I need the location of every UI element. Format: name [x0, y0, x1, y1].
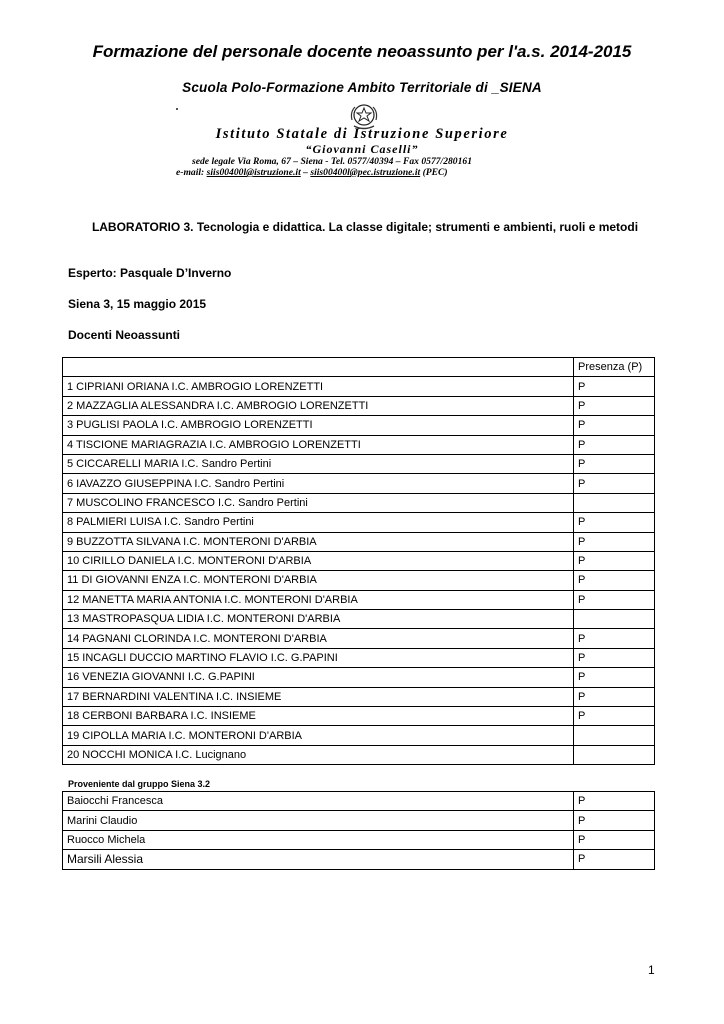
teacher-name-cell: Baiocchi Francesca — [63, 792, 574, 811]
presence-cell: P — [574, 416, 655, 435]
teacher-name-cell: 10 CIRILLO DANIELA I.C. MONTERONI D'ARBIA — [63, 551, 574, 570]
email-suffix: (PEC) — [422, 167, 448, 178]
presence-cell: P — [574, 435, 655, 454]
institute-subtitle: “Giovanni Caselli” — [305, 142, 419, 156]
header-presence-cell: Presenza (P) — [574, 358, 655, 377]
presence-cell: P — [574, 668, 655, 687]
presence-cell: P — [574, 707, 655, 726]
presence-cell: P — [574, 551, 655, 570]
institute-name: Istituto Statale di Istruzione Superiore — [215, 126, 509, 142]
teacher-name-cell: 6 IAVAZZO GIUSEPPINA I.C. Sandro Pertini — [63, 474, 574, 493]
date-line: Siena 3, 15 maggio 2015 — [68, 297, 207, 311]
table-row — [63, 629, 655, 648]
teacher-name-cell: Marsili Alessia — [63, 850, 574, 869]
table-row — [63, 850, 655, 869]
teacher-name-cell: 14 PAGNANI CLORINDA I.C. MONTERONI D'ARBIA — [63, 629, 574, 648]
lab-title: LABORATORIO 3. Tecnologia e didattica. La classe digitale; strumenti e ambienti, ruoli e metodi — [91, 220, 639, 234]
table-row — [63, 745, 655, 764]
teacher-name-cell: 18 CERBONI BARBARA I.C. INSIEME — [63, 707, 574, 726]
table-row — [63, 396, 655, 415]
teacher-name-cell: 9 BUZZOTTA SILVANA I.C. MONTERONI D'ARBIA — [63, 532, 574, 551]
presence-cell: P — [574, 454, 655, 473]
table-row — [63, 811, 655, 830]
header-name-cell — [63, 358, 574, 377]
table-row — [63, 726, 655, 745]
table-row — [63, 551, 655, 570]
teacher-name-cell: 2 MAZZAGLIA ALESSANDRA I.C. AMBROGIO LORENZETTI — [63, 396, 574, 415]
attendance-table — [62, 357, 655, 765]
presence-cell: P — [574, 687, 655, 706]
table-row — [63, 474, 655, 493]
presence-cell: P — [574, 811, 655, 830]
table-row — [63, 668, 655, 687]
presence-cell: P — [574, 850, 655, 869]
table-row — [63, 454, 655, 473]
school-polo-line: Scuola Polo-Formazione Ambito Territoriale di _SIENA — [182, 80, 542, 95]
teacher-name-cell: 5 CICCARELLI MARIA I.C. Sandro Pertini — [63, 454, 574, 473]
presence-cell — [574, 745, 655, 764]
teacher-name-cell: 19 CIPOLLA MARIA I.C. MONTERONI D'ARBIA — [63, 726, 574, 745]
table-row — [63, 792, 655, 811]
teacher-name-cell: 17 BERNARDINI VALENTINA I.C. INSIEME — [63, 687, 574, 706]
table-row — [63, 513, 655, 532]
institute-email — [176, 167, 596, 178]
teacher-name-cell: 3 PUGLISI PAOLA I.C. AMBROGIO LORENZETTI — [63, 416, 574, 435]
table-row — [63, 571, 655, 590]
table-row — [63, 416, 655, 435]
teacher-name-cell: 11 DI GIOVANNI ENZA I.C. MONTERONI D'ARBIA — [63, 571, 574, 590]
presence-cell — [574, 493, 655, 512]
section-title: Docenti Neoassunti — [68, 328, 181, 342]
table-row — [63, 377, 655, 396]
extra-group-heading: Proveniente dal gruppo Siena 3.2 — [68, 779, 211, 789]
teacher-name-cell: 16 VENEZIA GIOVANNI I.C. G.PAPINI — [63, 668, 574, 687]
teacher-name-cell: 7 MUSCOLINO FRANCESCO I.C. Sandro Pertini — [63, 493, 574, 512]
teacher-name-cell: Ruocco Michela — [63, 830, 574, 849]
table-row — [63, 532, 655, 551]
presence-cell: P — [574, 590, 655, 609]
email-link-1[interactable]: siis00400l@istruzione.it — [206, 167, 301, 178]
presence-cell: P — [574, 532, 655, 551]
scan-speck — [176, 108, 178, 110]
presence-cell: P — [574, 571, 655, 590]
table-row — [63, 590, 655, 609]
presence-cell — [574, 726, 655, 745]
teacher-name-cell: 13 MASTROPASQUA LIDIA I.C. MONTERONI D'ARBIA — [63, 610, 574, 629]
table-row — [63, 648, 655, 667]
table-header-row — [63, 358, 655, 377]
expert-line: Esperto: Pasquale D’Inverno — [68, 266, 232, 280]
presence-cell: P — [574, 513, 655, 532]
document-title: Formazione del personale docente neoassunto per l'a.s. 2014-2015 — [92, 42, 632, 61]
presence-cell: P — [574, 830, 655, 849]
table-row — [63, 707, 655, 726]
presence-cell: P — [574, 629, 655, 648]
presence-cell: P — [574, 396, 655, 415]
teacher-name-cell: 8 PALMIERI LUISA I.C. Sandro Pertini — [63, 513, 574, 532]
page-number: 1 — [648, 963, 655, 977]
teacher-name-cell: 4 TISCIONE MARIAGRAZIA I.C. AMBROGIO LORENZETTI — [63, 435, 574, 454]
email-link-2[interactable]: siis00400l@pec.istruzione.it — [310, 167, 421, 178]
table-row — [63, 435, 655, 454]
presence-cell — [574, 610, 655, 629]
institute-address: sede legale Via Roma, 67 – Siena - Tel. 0577/40394 – Fax 0577/280161 — [192, 156, 472, 167]
presence-cell: P — [574, 792, 655, 811]
teacher-name-cell: 1 CIPRIANI ORIANA I.C. AMBROGIO LORENZETTI — [63, 377, 574, 396]
email-label: e-mail: — [176, 167, 205, 178]
table-row — [63, 610, 655, 629]
table-row — [63, 830, 655, 849]
teacher-name-cell: Marini Claudio — [63, 811, 574, 830]
email-separator: – — [303, 167, 308, 178]
teacher-name-cell: 12 MANETTA MARIA ANTONIA I.C. MONTERONI D'ARBIA — [63, 590, 574, 609]
presence-cell: P — [574, 377, 655, 396]
table-row — [63, 687, 655, 706]
teacher-name-cell: 20 NOCCHI MONICA I.C. Lucignano — [63, 745, 574, 764]
table-row — [63, 493, 655, 512]
presence-cell: P — [574, 648, 655, 667]
presence-cell: P — [574, 474, 655, 493]
extra-attendance-table — [62, 791, 655, 870]
teacher-name-cell: 15 INCAGLI DUCCIO MARTINO FLAVIO I.C. G.PAPINI — [63, 648, 574, 667]
